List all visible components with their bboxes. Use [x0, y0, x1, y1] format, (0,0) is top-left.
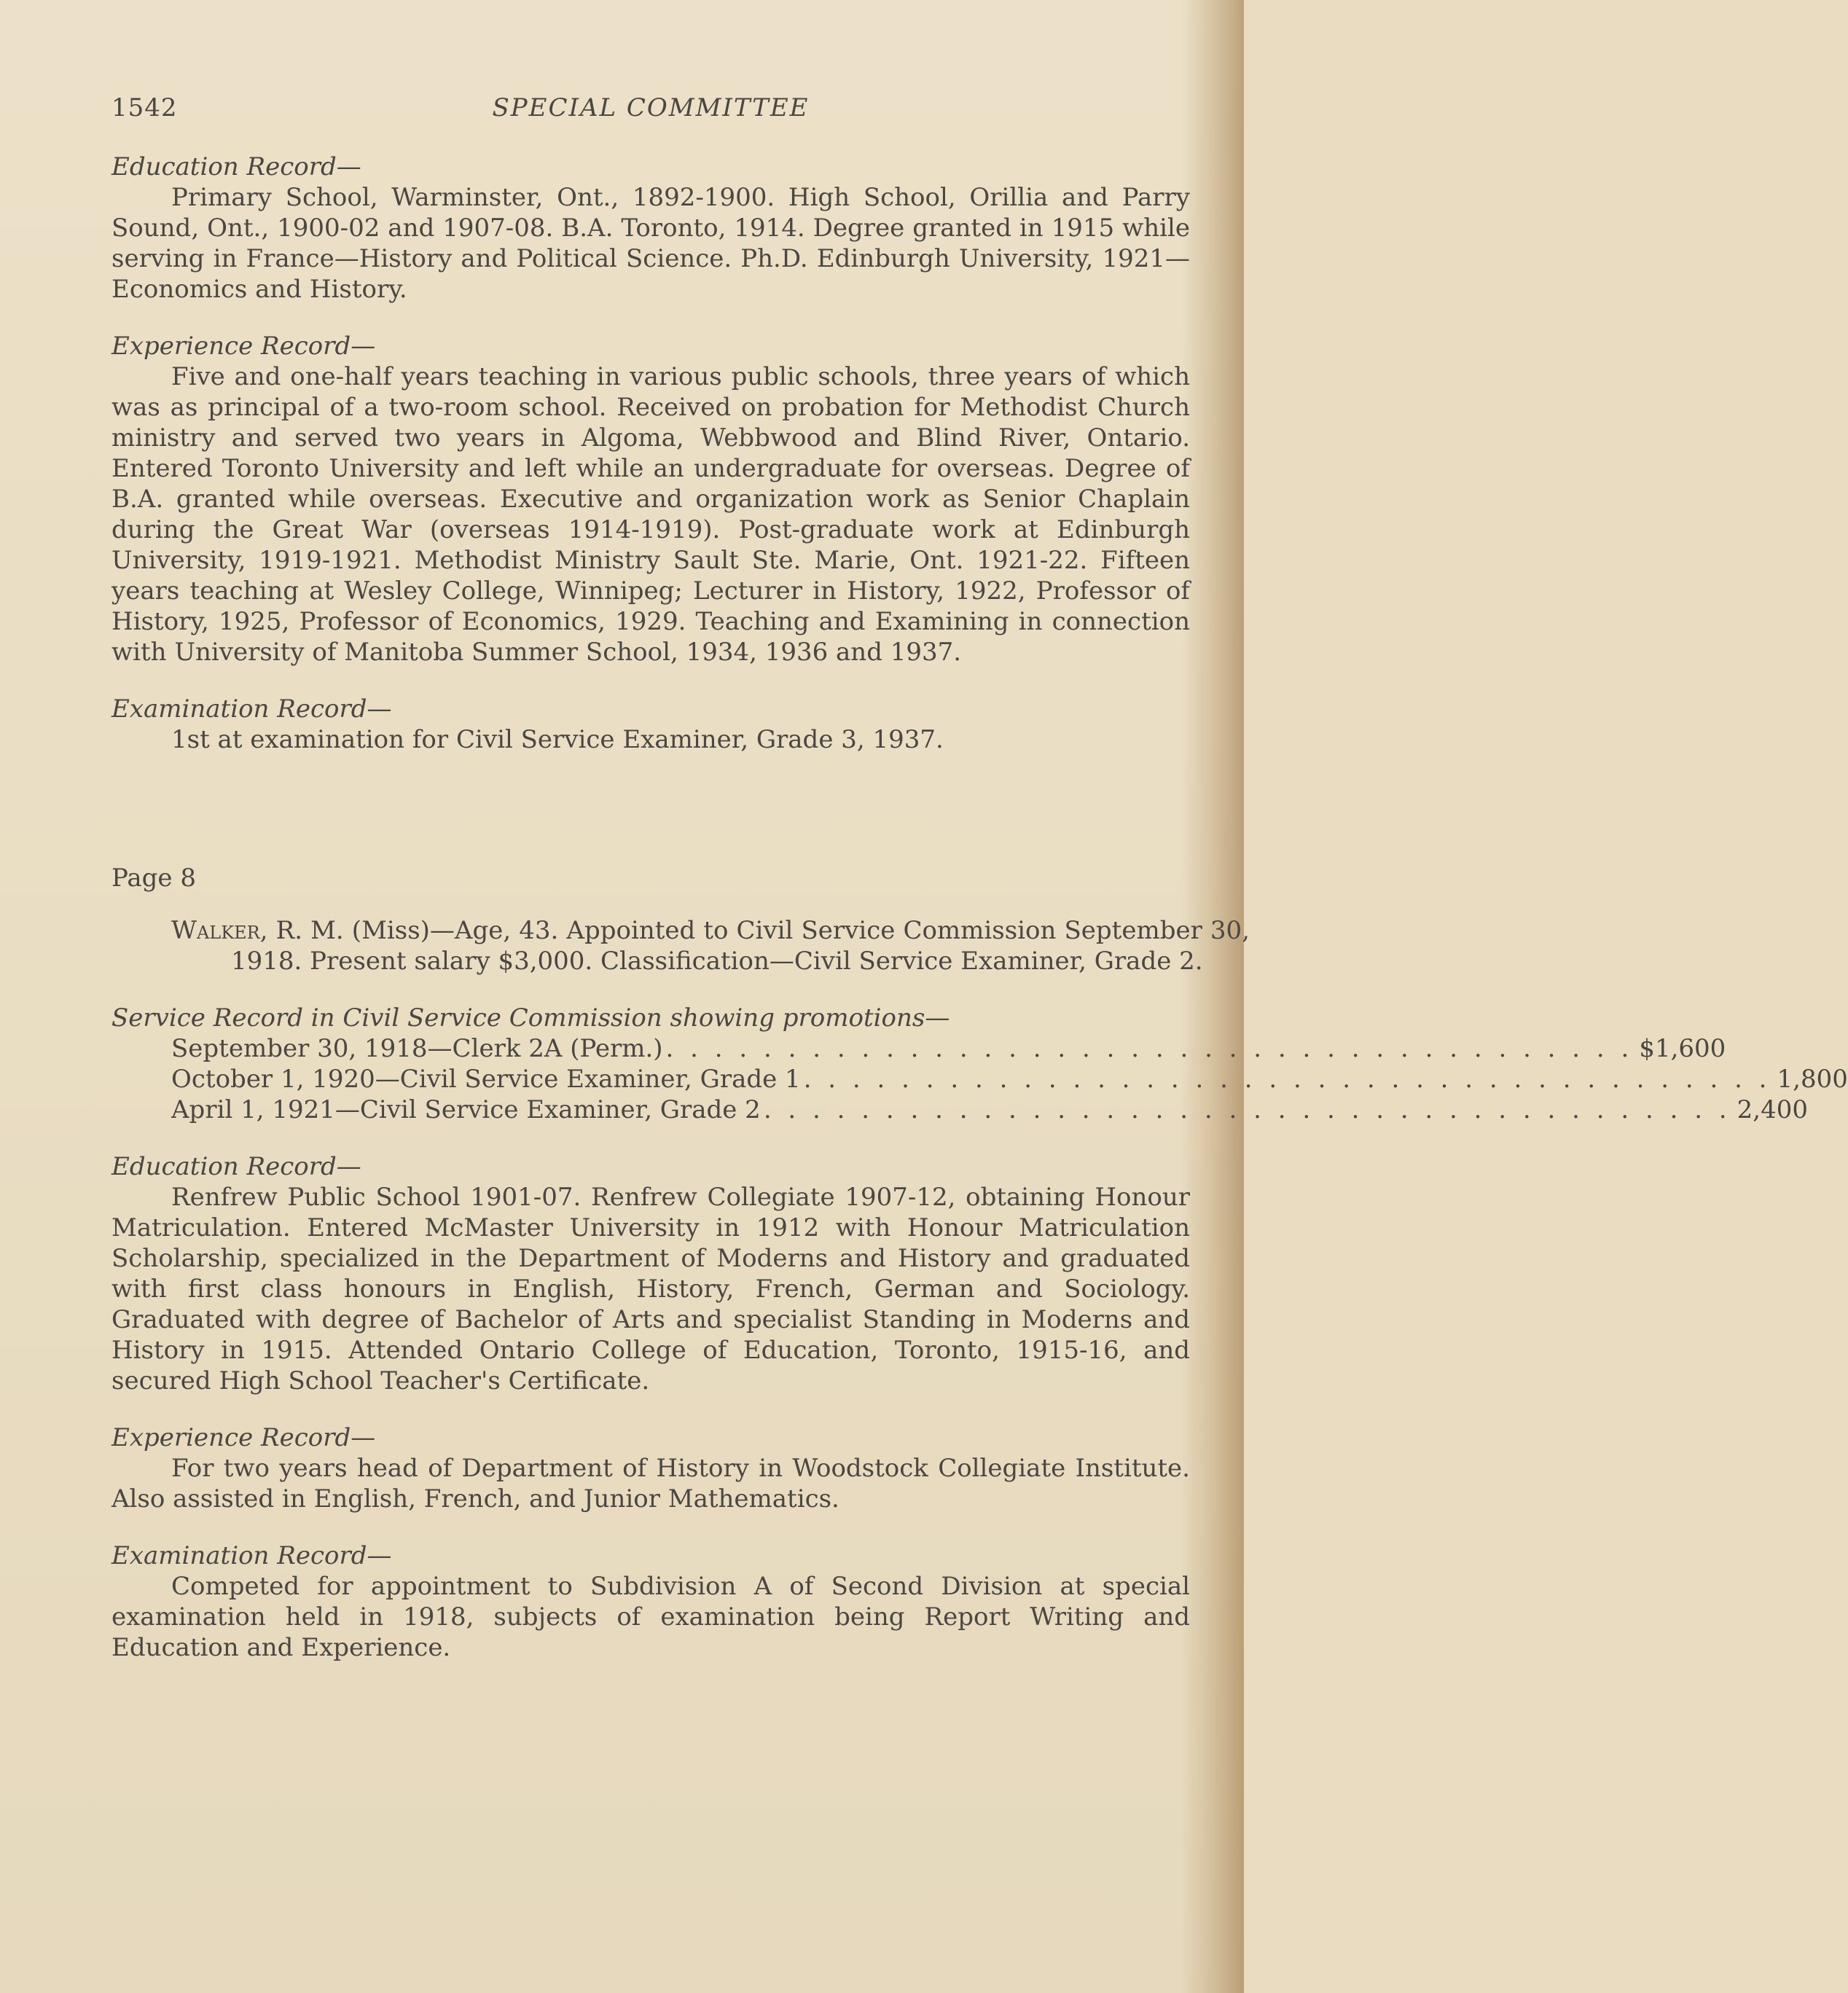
education-text-2: Renfrew Public School 1901-07. Renfrew Collegiate 1907-12, obtaining Honour Matriculation. Entered McMaster University in 1912 with Honour Matriculation Scholarship, specialized in the Department of Moderns and History and graduated with first class honours in English, History, French, German and Sociology. Graduated with degree of Bachelor of Arts and specialist Standing in Moderns and History in 1915. Attended Ontario College of Education, Toronto, 1915-16, and secured High School Teacher's Certificate. [111, 1183, 1190, 1395]
service-record-heading: Service Record in Civil Service Commission showing promotions— [111, 1003, 950, 1033]
promotion-row [111, 1095, 1808, 1125]
examination-heading-2: Examination Record— [111, 1541, 392, 1570]
experience-heading-2: Experience Record— [111, 1423, 376, 1452]
promotions-list [111, 1033, 1848, 1125]
promotion-desc: September 30, 1918—Clerk 2A (Perm.) [171, 1034, 663, 1063]
experience-text: Five and one-half years teaching in various public schools, three years of which was as principal of a two-room school. Received on probation for Methodist Church ministry and served two years in Algoma, Webbwood and Blind River, Ontario. Entered Toronto University and left while an undergraduate for overseas. Degree of B.A. granted while overseas. Executive and organization work as Senior Chaplain during the Great War (overseas 1914-1919). Post-graduate work at Edinburgh University, 1919-1921. Methodist Ministry Sault Ste. Marie, Ont. 1921-22. Fifteen years teaching at Wesley College, Winnipeg; Lecturer in History, 1922, Professor of History, 1925, Professor of Economics, 1929. Teaching and Examining in connection with University of Manitoba Summer School, 1934, 1936 and 1937. [111, 362, 1190, 667]
promotion-row [111, 1064, 1848, 1095]
examination-text-2: Competed for appointment to Subdivision A of Second Division at special examination held in 1918, subjects of examination being Report Writing and Education and Experience. [111, 1572, 1190, 1662]
promotion-row [111, 1033, 1726, 1064]
promotion-amount: $1,600 [1639, 1034, 1726, 1063]
leader-dots: . . . . . . . . . . . . . . . . . . . . . . . . . . . . . . . . . . . . . . . . [665, 1034, 1634, 1063]
education-text: Primary School, Warminster, Ont., 1892-1900. High School, Orillia and Parry Sound, Ont., 1900-02 and 1907-08. B.A. Toronto, 1914. Degree granted in 1915 while serving in France—History and Political Science. Ph.D. Edinburgh University, 1921—Economics and History. [111, 183, 1190, 304]
leader-dots: . . . . . . . . . . . . . . . . . . . . . . . . . . . . . . . . . . . . . . . . [803, 1065, 1771, 1094]
running-title: SPECIAL COMMITTEE [492, 93, 810, 122]
examination-text: 1st at examination for Civil Service Examiner, Grade 3, 1937. [171, 725, 944, 754]
candidate-entry-text: , R. M. (Miss)—Age, 43. Appointed to Civil Service Commission September 30, 1918. Present salary $3,000. Classification—Civil Service Examiner, Grade 2. [231, 916, 1250, 976]
examination-heading: Examination Record— [111, 694, 392, 724]
experience-heading: Experience Record— [111, 332, 376, 361]
promotion-desc: October 1, 1920—Civil Service Examiner, Grade 1 [171, 1065, 801, 1094]
promotion-amount: 1,800 [1777, 1065, 1848, 1094]
education-heading: Education Record— [111, 152, 361, 181]
page-number: 1542 [111, 93, 178, 122]
page-header [111, 93, 1190, 130]
promotion-amount: 2,400 [1737, 1095, 1808, 1124]
candidate-entry [171, 915, 1250, 976]
promotion-desc: April 1, 1921—Civil Service Examiner, Grade 2 [171, 1095, 761, 1124]
experience-text-2: For two years head of Department of History in Woodstock Collegiate Institute. Also assisted in English, French, and Junior Mathematics. [111, 1454, 1190, 1514]
page-reference: Page 8 [111, 864, 196, 893]
page-content [111, 152, 1848, 1663]
candidate-name: Walker [171, 916, 260, 945]
education-heading-2: Education Record— [111, 1152, 361, 1181]
leader-dots: . . . . . . . . . . . . . . . . . . . . . . . . . . . . . . . . . . . . . . . . [763, 1095, 1731, 1124]
